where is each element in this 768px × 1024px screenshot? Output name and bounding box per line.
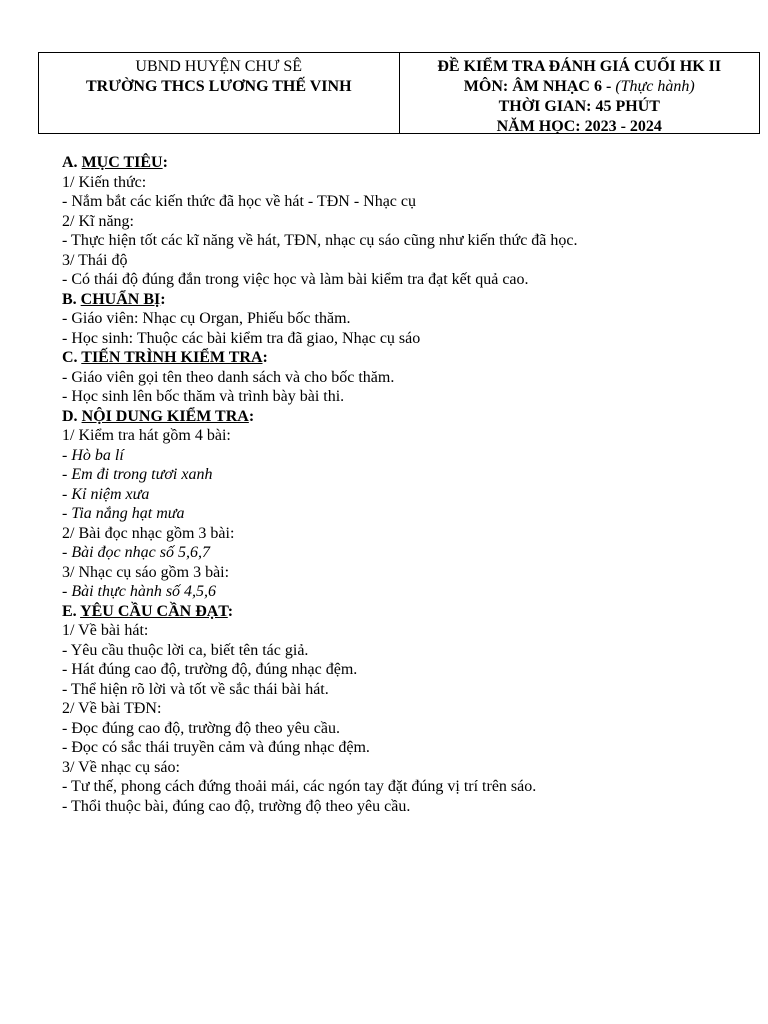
- section-c-heading: C. TIẾN TRÌNH KIỂM TRA:: [62, 349, 268, 366]
- header-table: [38, 52, 760, 134]
- section-e-line: - Đọc có sắc thái truyền cảm và đúng nhạc đệm.: [62, 739, 370, 756]
- song-item: - Tia nắng hạt mưa: [62, 505, 185, 522]
- district-name: UBND HUYỆN CHƯ SÊ: [135, 58, 303, 75]
- section-c-line: - Giáo viên gọi tên theo danh sách và cho bốc thăm.: [62, 368, 395, 386]
- document-body: [62, 153, 742, 816]
- exam-title: ĐỀ KIỂM TRA ĐÁNH GIÁ CUỐI HK II: [437, 58, 722, 75]
- section-e-line: 2/ Về bài TĐN:: [62, 700, 162, 717]
- section-b-line: - Học sinh: Thuộc các bài kiểm tra đã giao, Nhạc cụ sáo: [62, 329, 421, 347]
- section-d-letter: D.: [62, 407, 82, 425]
- section-c-title: TIẾN TRÌNH KIỂM TRA: [81, 349, 263, 366]
- section-d-line: 1/ Kiểm tra hát gồm 4 bài:: [62, 427, 231, 444]
- section-d-title: NỘI DUNG KIỂM TRA: [81, 407, 249, 425]
- section-a-line: 1/ Kiến thức:: [62, 173, 147, 191]
- section-a-line: - Có thái độ đúng đắn trong việc học và làm bài kiểm tra đạt kết quả cao.: [62, 271, 529, 288]
- section-b-heading: B. CHUẨN BỊ:: [62, 290, 166, 308]
- header-right-cell: [400, 53, 760, 133]
- subject-prefix: MÔN: ÂM NHẠC 6 -: [463, 78, 616, 95]
- section-a-heading: A. MỤC TIÊU:: [62, 154, 168, 171]
- header-left-cell: [39, 53, 400, 133]
- section-e-line: 3/ Về nhạc cụ sáo:: [62, 758, 180, 776]
- school-name: TRƯỜNG THCS LƯƠNG THẾ VINH: [85, 78, 352, 95]
- section-a-letter: A.: [62, 154, 82, 171]
- section-c-letter: C.: [62, 349, 82, 366]
- song-item: - Kỉ niệm xưa: [62, 485, 150, 503]
- flute-item: - Bài thực hành số 4,5,6: [62, 583, 217, 600]
- section-d-line: 2/ Bài đọc nhạc gồm 3 bài:: [62, 524, 235, 542]
- section-e-line: - Thổi thuộc bài, đúng cao độ, trường độ theo yêu cầu.: [62, 797, 411, 815]
- section-e-line: - Tư thế, phong cách đứng thoải mái, các ngón tay đặt đúng vị trí trên sáo.: [62, 778, 537, 795]
- section-d-line: 3/ Nhạc cụ sáo gồm 3 bài:: [62, 563, 230, 581]
- section-a-line: 3/ Thái độ: [62, 251, 128, 269]
- song-item: - Hò ba lí: [62, 446, 124, 464]
- section-a-line: - Thực hiện tốt các kĩ năng về hát, TĐN, nhạc cụ sáo cũng như kiến thức đã học.: [62, 232, 578, 249]
- section-e-line: - Yêu cầu thuộc lời ca, biết tên tác giả.: [62, 641, 309, 659]
- section-c-line: - Học sinh lên bốc thăm và trình bày bài thi.: [62, 388, 345, 405]
- section-d-heading: D. NỘI DUNG KIỂM TRA:: [62, 407, 255, 425]
- section-b-line: - Giáo viên: Nhạc cụ Organ, Phiếu bốc thăm.: [62, 310, 351, 327]
- section-b-title: CHUẨN BỊ: [80, 290, 161, 308]
- subject-mode: (Thực hành): [615, 78, 695, 95]
- school-year: NĂM HỌC: 2023 - 2024: [496, 118, 662, 135]
- song-item: - Em đi trong tươi xanh: [62, 466, 213, 483]
- section-e-line: - Đọc đúng cao độ, trường độ theo yêu cầu.: [62, 719, 340, 737]
- section-e-heading: E. YÊU CẦU CẦN ĐẠT:: [62, 602, 234, 620]
- section-e-line: - Thể hiện rõ lời và tốt về sắc thái bài hát.: [62, 680, 329, 698]
- section-a-line: 2/ Kĩ năng:: [62, 212, 134, 230]
- section-e-letter: E.: [62, 602, 81, 620]
- section-a-title: MỤC TIÊU: [81, 154, 163, 171]
- exam-duration: THỜI GIAN: 45 PHÚT: [498, 98, 660, 115]
- section-a-line: - Nắm bắt các kiến thức đã học về hát - TĐN - Nhạc cụ: [62, 193, 417, 210]
- section-e-line: - Hát đúng cao độ, trường độ, đúng nhạc đệm.: [62, 661, 358, 678]
- section-b-letter: B.: [62, 290, 81, 308]
- section-e-line: 1/ Về bài hát:: [62, 622, 149, 639]
- section-e-title: YÊU CẦU CẦN ĐẠT: [80, 602, 228, 620]
- exam-subject: [400, 77, 760, 97]
- reading-item: - Bài đọc nhạc số 5,6,7: [62, 544, 210, 561]
